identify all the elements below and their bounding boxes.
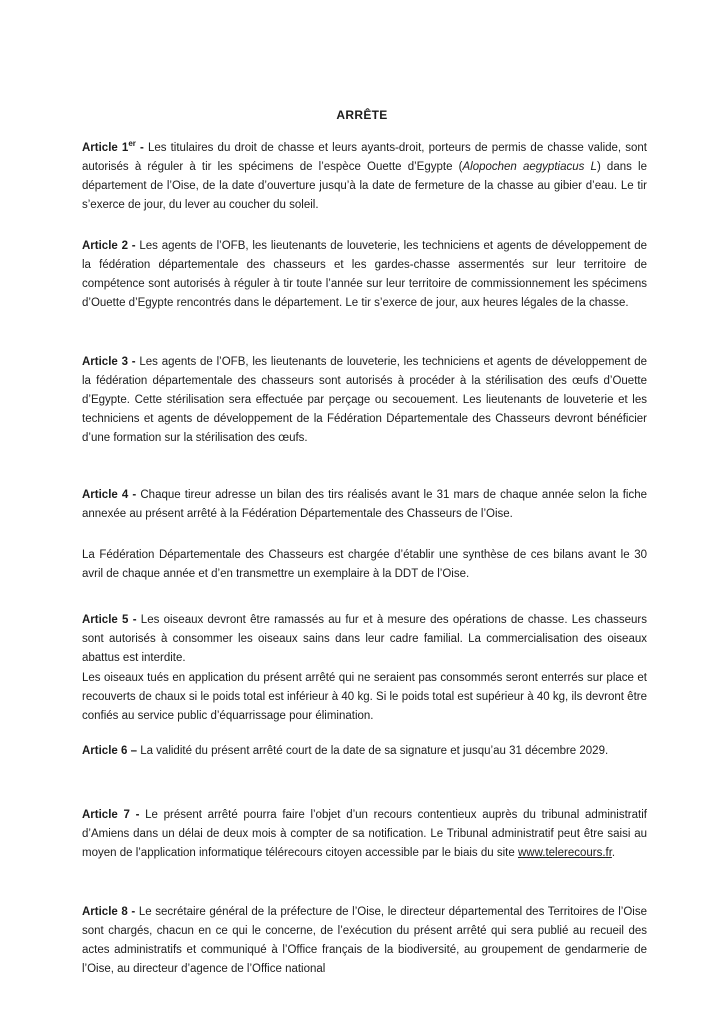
article-5 xyxy=(82,611,647,668)
article-1 xyxy=(82,134,647,215)
article-6 xyxy=(82,742,647,761)
article-1-text-a: Les titulaires du droit de chasse et leurs ayants-droit, porteurs de permis de chasse valide, sont autorisés à réguler à tir les spécimens de l’espèce Ouette d’Egypte ( xyxy=(82,141,647,173)
article-7: Article 7 - Le présent arrêté pourra faire l’objet d’un recours contentieux auprès du tribunal administratif d’Amiens dans un délai de deux mois à compter de sa notification. Le Tribunal administratif peut être saisi au moyen de l’application informatique télérecours citoyen accessible par le biais du site www.telerecours.fr. xyxy=(82,809,647,859)
article-3-label: Article 3 - xyxy=(82,356,140,368)
article-5-followup: Les oiseaux tués en application du présent arrêté qui ne seraient pas consommés seront enterrés sur place et recouverts de chaux si le poids total est inférieur à 40 kg. Si le poids total est supérieur à 40 kg, ils devront être confiés au service public d’équarrissage pour élimination. xyxy=(82,672,647,722)
article-6-label: Article 6 – xyxy=(82,745,141,757)
page-title: ARRÊTE xyxy=(336,108,388,122)
article-4-label: Article 4 - xyxy=(82,489,141,501)
article-3 xyxy=(82,353,647,448)
article-6-text: La validité du présent arrêté court de la date de sa signature et jusqu’au 31 décembre 2029. xyxy=(140,745,609,757)
article-4-text: Chaque tireur adresse un bilan des tirs réalisés avant le 31 mars de chaque année selon la fiche annexée au présent arrêté à la Fédération Départementale des Chasseurs de l’Oise. xyxy=(82,489,647,520)
article-2 xyxy=(82,237,647,313)
article-4-followup: La Fédération Départementale des Chasseurs est chargée d’établir une synthèse de ces bilans avant le 30 avril de chaque année et d’en transmettre un exemplaire à la DDT de l’Oise. xyxy=(82,549,647,580)
telerecours-link[interactable]: www.telerecours.fr xyxy=(517,847,612,859)
article-5-label: Article 5 - xyxy=(82,614,141,626)
article-2-text: Les agents de l’OFB, les lieutenants de louveterie, les techniciens et agents de développement de la fédération départementale des chasseurs et les gardes-chasse assermentés sur leur territoire de compétence sont autorisés à réguler à tir toute l’année sur leur territoire de commissionnement les spécimens d’Ouette d’Egypte rencontrés dans le département. Le tir s’exerce de jour, aux heures légales de la chasse. xyxy=(82,240,647,309)
article-8-label: Article 8 - xyxy=(82,906,139,918)
article-8-text: Le secrétaire général de la préfecture de l’Oise, le directeur départemental des Territoires de l’Oise sont chargés, chacun en ce qui le concerne, de l’exécution du présent arrêté qui sera publié au recueil des actes administratifs et communiqué à l’Office français de la biodiversité, au groupement de gendarmerie de l’Oise, au directeur d’agence de l’Office national xyxy=(82,906,647,975)
article-8 xyxy=(82,903,647,979)
article-5-text: Les oiseaux devront être ramassés au fur et à mesure des opérations de chasse. Les chasseurs sont autorisés à consommer les oiseaux sains dans leur cadre familial. La commercialisation des oiseaux abattus est interdite. xyxy=(82,614,647,664)
species-name: Alopochen aegyptiacus L xyxy=(462,160,597,173)
article-7-text: Le présent arrêté pourra faire l’objet d’un recours contentieux auprès du tribunal administratif d’Amiens dans un délai de deux mois à compter de sa notification. Le Tribunal administratif peut être saisi au moyen de l’application informatique télérecours citoyen accessible par le biais du site xyxy=(82,809,647,859)
article-4 xyxy=(82,486,647,524)
article-1-text-b: ) dans le département de l’Oise, de la date d’ouverture jusqu’à la date de fermeture de la chasse au gibier d’eau. Le tir s’exerce de jour, du lever au coucher du soleil. xyxy=(82,160,647,211)
article-2-label: Article 2 - xyxy=(82,240,140,252)
article-3-text: Les agents de l’OFB, les lieutenants de louveterie, les techniciens et agents de développement de la fédération départementale des chasseurs sont autorisés à procéder à la stérilisation des œufs d’Ouette d’Egypte. Cette stérilisation sera effectuée par perçage ou secouement. Les lieutenants de louveterie et les techniciens et agents de développement de la Fédération Départementale des Chasseurs devront bénéficier d’une formation sur la stérilisation des œufs. xyxy=(82,356,647,444)
article-1-label: Article 1er - xyxy=(82,139,148,154)
article-7-label: Article 7 - xyxy=(82,809,146,821)
